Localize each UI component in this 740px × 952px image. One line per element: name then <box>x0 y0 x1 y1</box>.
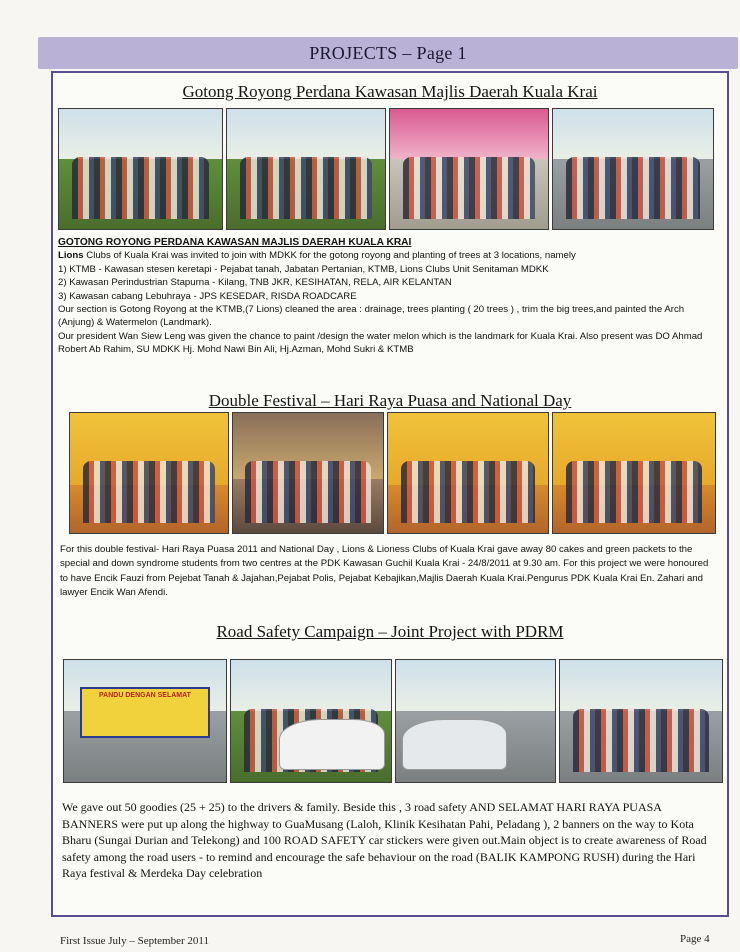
section-title-gotong-royong: Gotong Royong Perdana Kawasan Majlis Daerah Kuala Krai <box>182 82 598 101</box>
gotong-royong-para1: Our section is Gotong Royong at the KTMB,(7 Lions) cleaned the area : drainage, trees planting ( 20 trees ) , trim the big trees,and painted the Arch (Anjung) & Watermelon (Landmark). <box>58 304 685 329</box>
photo-festival-2 <box>232 412 384 534</box>
section-title-road-safety: Road Safety Campaign – Joint Project with PDRM <box>216 622 564 641</box>
road-safety-para: We gave out 50 goodies (25 + 25) to the drivers & family. Beside this , 3 road safety AND SELAMAT HARI RAYA PUASA BANNERS were put up along the highway to GuaMusang (Laloh, Klinik Kesihatan Pahi, Peladang ), 2 banners on the way to Kota Bharu (Sungai Durian and Telekong) and 100 ROAD SAFETY car stickers were given out.Main object is to create awareness of Road safety among the road users - to remind and encourage the safe behaviour on the road (BALIK KAMPONG RUSH) during the Hari Raya festival & Merdeka Day celebration <box>62 800 707 880</box>
intro-lions: Lions <box>58 250 84 262</box>
double-festival-para: For this double festival- Hari Raya Puasa 2011 and National Day , Lions & Lioness Clubs of Kuala Krai gave away 80 cakes and green packets to the special and down syndrome students from two centres at the PDK Kawasan Guchil Kuala Krai - 24/8/2011 at 9.30 am. For this project we were honoured to have Encik Fauzi from Pejebat Tanah & Jajahan,Pejabat Polis, Pejabat Kebajikan,Majlis Daerah Kuala Krai.Pengurus PDK Kuala Krai En. Zahari and lawyer Encik Wan Afendi. <box>60 544 709 599</box>
photo-gotong-4 <box>552 108 714 230</box>
photo-gotong-2 <box>226 108 386 230</box>
photo-gotong-1 <box>58 108 223 230</box>
location-item: 2) Kawasan Perindustrian Stapurna - Kilang, TNB JKR, KESIHATAN, RELA, AIR KELANTAN <box>58 277 452 289</box>
photo-festival-1 <box>69 412 229 534</box>
photo-row-double-festival <box>69 412 717 534</box>
photo-row-gotong-royong <box>58 108 714 230</box>
photo-gotong-3 <box>389 108 549 230</box>
page-header <box>38 37 738 69</box>
photo-festival-4 <box>552 412 716 534</box>
road-safety-banner: PANDU DENGAN SELAMAT <box>80 687 210 738</box>
section-title-double-festival: Double Festival – Hari Raya Puasa and National Day <box>208 391 572 410</box>
photo-row-road-safety <box>63 659 723 783</box>
photo-road-2 <box>230 659 392 783</box>
gotong-royong-para2: Our president Wan Siew Leng was given the chance to paint /design the water melon which is the landmark for Kuala Krai. Also present was DO Ahmad Robert Ab Rahim, SU MDKK Hj. Mohd Nawi Bin Ali, Hj.Azman, Mohd Sukri & KTMB <box>58 330 703 356</box>
photo-road-4 <box>559 659 723 783</box>
footer-issue: First Issue July – September 2011 <box>60 935 209 947</box>
double-festival-text <box>60 543 715 601</box>
photo-festival-3 <box>387 412 549 534</box>
content-frame <box>51 71 729 917</box>
intro-rest: Clubs of Kuala Krai was invited to join with MDKK for the gotong royong and planting of trees at 3 locations, namely <box>83 250 576 262</box>
photo-road-3 <box>395 659 556 783</box>
gotong-royong-heading: GOTONG ROYONG PERDANA KAWASAN MAJLIS DAERAH KUALA KRAI <box>58 237 412 248</box>
location-item: 1) KTMB - Kawasan stesen keretapi - Pejabat tanah, Jabatan Pertanian, KTMB, Lions Clubs Unit Senitaman MDKK <box>58 263 549 275</box>
road-safety-text <box>62 799 716 882</box>
location-item: 3) Kawasan cabang Lebuhraya - JPS KESEDAR, RISDA ROADCARE <box>58 290 357 302</box>
page-header-title: PROJECTS – Page 1 <box>309 42 467 63</box>
gotong-royong-text <box>58 236 722 357</box>
gotong-royong-intro <box>58 249 722 262</box>
photo-road-1 <box>63 659 227 783</box>
footer-page-number: Page 4 <box>680 933 710 945</box>
